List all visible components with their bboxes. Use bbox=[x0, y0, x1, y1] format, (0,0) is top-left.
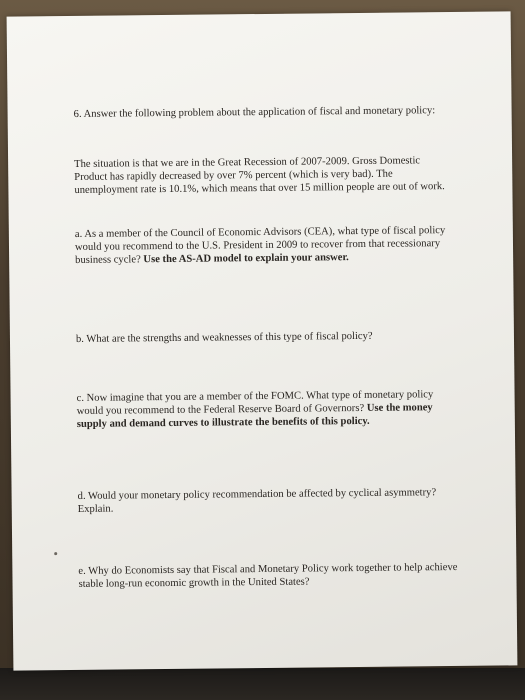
question-b-text: b. What are the strengths and weaknesses of this type of fiscal policy? bbox=[75, 330, 373, 345]
question-c bbox=[77, 388, 457, 432]
question-b bbox=[76, 329, 456, 346]
desk-edge bbox=[0, 668, 525, 700]
problem-heading bbox=[74, 104, 454, 121]
question-d bbox=[78, 486, 458, 516]
situation-text: The situation is that we are in the Great Recession of 2007-2009. Gross Domestic Product has rapidly decreased by over 7% percent (which is very bad). The unemployment rate is 10.1%, which means that over 15 million people are out of work. bbox=[74, 155, 445, 197]
problem-heading-text: 6. Answer the following problem about the application of fiscal and monetary policy: bbox=[73, 105, 436, 120]
worksheet-content bbox=[73, 104, 458, 591]
question-e bbox=[78, 561, 458, 591]
stray-mark bbox=[54, 552, 57, 555]
question-c-text: c. Now imagine that you are a member of the FOMC. What type of monetary policy would you recommend to the Federal Reserve Board of Governors? bbox=[76, 389, 434, 418]
paper-sheet bbox=[7, 11, 518, 670]
question-c-emphasis: Use the money supply and demand curves to illustrate the benefits of this policy. bbox=[76, 402, 433, 431]
question-a-emphasis: Use the AS-AD model to explain your answer. bbox=[143, 252, 349, 266]
question-e-text: e. Why do Economists say that Fiscal and Monetary Policy work together to help achieve stable long-run economic growth in the United States? bbox=[78, 561, 458, 591]
question-a bbox=[75, 224, 455, 268]
situation-paragraph bbox=[74, 154, 454, 198]
question-d-text: d. Would your monetary policy recommendation be affected by cyclical asymmetry? Explain. bbox=[77, 487, 437, 516]
question-a-text: a. As a member of the Council of Economic Advisors (CEA), what type of fiscal policy would you recommend to the U.S. President in 2009 to recover from that recessionary business cycle? bbox=[74, 225, 446, 267]
